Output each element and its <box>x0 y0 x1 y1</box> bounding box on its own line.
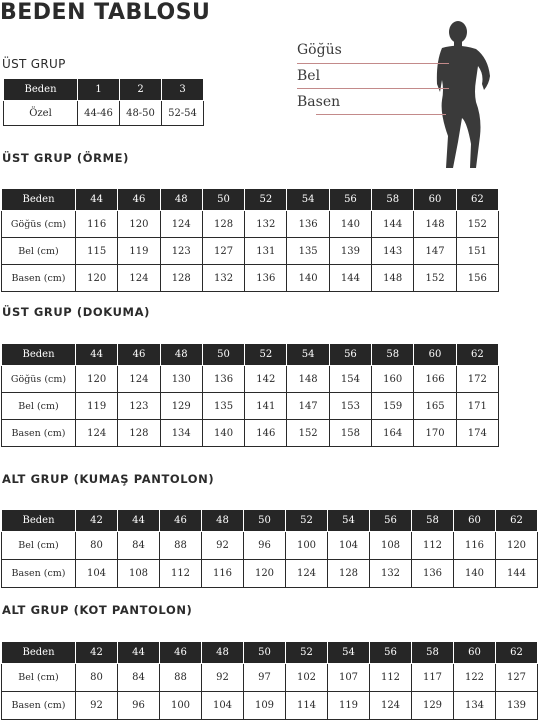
table-cell: 119 <box>118 238 160 265</box>
header-cell: 58 <box>412 510 454 532</box>
header-cell: 58 <box>372 344 414 366</box>
table-cell: 119 <box>76 393 118 420</box>
table-cell: 120 <box>118 211 160 238</box>
figure-label-basen: Basen <box>297 94 341 110</box>
header-cell: 62 <box>496 642 538 664</box>
table-cell: 123 <box>118 393 160 420</box>
table-cell: 124 <box>370 692 412 720</box>
header-row <box>2 344 499 366</box>
row-label: Göğüs (cm) <box>2 211 76 238</box>
body-silhouette-figure <box>290 18 500 173</box>
table-cell: 107 <box>328 664 370 692</box>
table-cell: 128 <box>328 560 370 588</box>
table-cell: 128 <box>118 420 160 447</box>
table-cell: 112 <box>412 532 454 560</box>
header-cell: 56 <box>370 510 412 532</box>
table-cell: 165 <box>414 393 456 420</box>
header-cell: 42 <box>76 510 118 532</box>
figure-label-gogus: Göğüs <box>297 42 342 58</box>
table-cell: 152 <box>456 211 498 238</box>
table-cell: 124 <box>160 211 202 238</box>
table-cell: 92 <box>202 664 244 692</box>
table-cell: 134 <box>160 420 202 447</box>
header-cell: 54 <box>287 344 329 366</box>
table-cell: 144 <box>329 265 371 292</box>
table-cell: 96 <box>118 692 160 720</box>
table-cell: 100 <box>286 532 328 560</box>
size-table <box>1 509 538 588</box>
table-cell: 104 <box>76 560 118 588</box>
table-cell: 140 <box>287 265 329 292</box>
table-cell: 92 <box>76 692 118 720</box>
header-cell: 62 <box>496 510 538 532</box>
table-cell: 102 <box>286 664 328 692</box>
table-cell: 154 <box>329 366 371 393</box>
table-cell: 48-50 <box>120 101 162 126</box>
table-cell: 127 <box>202 238 244 265</box>
table-cell: 52-54 <box>162 101 204 126</box>
header-cell: 44 <box>118 510 160 532</box>
header-cell: 56 <box>329 344 371 366</box>
table-cell: 127 <box>496 664 538 692</box>
table-cell: 116 <box>202 560 244 588</box>
table-cell: 136 <box>202 366 244 393</box>
table-cell: 152 <box>414 265 456 292</box>
table-cell: 140 <box>329 211 371 238</box>
table-cell: 124 <box>76 420 118 447</box>
table-cell: 170 <box>414 420 456 447</box>
header-cell: 60 <box>414 189 456 211</box>
table-cell: 88 <box>160 664 202 692</box>
table-cell: 109 <box>244 692 286 720</box>
table-cell: 44-46 <box>78 101 120 126</box>
table-cell: 124 <box>118 265 160 292</box>
page-title: BEDEN TABLOSU <box>0 0 211 25</box>
row-label: Özel <box>4 101 78 126</box>
table-row <box>2 532 538 560</box>
header-cell: 2 <box>120 79 162 101</box>
table-cell: 97 <box>244 664 286 692</box>
header-cell: 48 <box>160 344 202 366</box>
table-cell: 136 <box>245 265 287 292</box>
header-cell: 54 <box>287 189 329 211</box>
table-cell: 172 <box>456 366 498 393</box>
row-label: Göğüs (cm) <box>2 366 76 393</box>
table-cell: 159 <box>372 393 414 420</box>
header-cell: 58 <box>412 642 454 664</box>
table-cell: 156 <box>456 265 498 292</box>
table-row <box>2 393 499 420</box>
table-cell: 134 <box>454 692 496 720</box>
header-cell: 62 <box>456 344 498 366</box>
header-cell: 50 <box>244 510 286 532</box>
header-cell: 48 <box>202 642 244 664</box>
section-title: ALT GRUP (KOT PANTOLON) <box>2 603 193 617</box>
table-cell: 120 <box>76 366 118 393</box>
size-table <box>1 188 499 292</box>
header-cell: 50 <box>202 344 244 366</box>
header-cell: 60 <box>414 344 456 366</box>
header-cell: 48 <box>202 510 244 532</box>
table-cell: 80 <box>76 664 118 692</box>
table-cell: 140 <box>454 560 496 588</box>
table-cell: 146 <box>245 420 287 447</box>
table-cell: 174 <box>456 420 498 447</box>
table-row <box>4 101 204 126</box>
table-cell: 140 <box>202 420 244 447</box>
section-title-ust-grup: ÜST GRUP <box>2 57 66 71</box>
table-cell: 147 <box>414 238 456 265</box>
header-cell: Beden <box>2 642 76 664</box>
header-row <box>4 79 204 101</box>
table-cell: 139 <box>329 238 371 265</box>
header-cell: 42 <box>76 642 118 664</box>
table-cell: 84 <box>118 664 160 692</box>
row-label: Bel (cm) <box>2 532 76 560</box>
table-row <box>2 238 499 265</box>
header-cell: 46 <box>118 189 160 211</box>
header-cell: Beden <box>2 510 76 532</box>
table-cell: 120 <box>496 532 538 560</box>
table-cell: 122 <box>454 664 496 692</box>
header-cell: 52 <box>245 344 287 366</box>
table-cell: 120 <box>244 560 286 588</box>
table-cell: 132 <box>202 265 244 292</box>
header-cell: 48 <box>160 189 202 211</box>
header-row <box>2 642 538 664</box>
table-cell: 104 <box>202 692 244 720</box>
table-cell: 152 <box>287 420 329 447</box>
table-cell: 144 <box>496 560 538 588</box>
table-cell: 144 <box>372 211 414 238</box>
table-cell: 129 <box>412 692 454 720</box>
header-cell: 50 <box>202 189 244 211</box>
header-row <box>2 189 499 211</box>
header-cell: 3 <box>162 79 204 101</box>
table-cell: 139 <box>496 692 538 720</box>
table-cell: 131 <box>245 238 287 265</box>
table-cell: 104 <box>328 532 370 560</box>
table-cell: 120 <box>76 265 118 292</box>
header-cell: 44 <box>76 344 118 366</box>
header-cell: 46 <box>118 344 160 366</box>
table-row <box>2 211 499 238</box>
table-cell: 153 <box>329 393 371 420</box>
table-cell: 151 <box>456 238 498 265</box>
row-label: Bel (cm) <box>2 393 76 420</box>
table-row <box>2 664 538 692</box>
header-cell: 44 <box>118 642 160 664</box>
header-cell: Beden <box>2 189 76 211</box>
header-cell: 56 <box>329 189 371 211</box>
table-cell: 80 <box>76 532 118 560</box>
header-cell: 44 <box>76 189 118 211</box>
table-cell: 160 <box>372 366 414 393</box>
size-table-ust-grup <box>3 78 204 126</box>
table-cell: 142 <box>245 366 287 393</box>
header-cell: 46 <box>160 510 202 532</box>
table-cell: 112 <box>370 664 412 692</box>
table-cell: 119 <box>328 692 370 720</box>
header-cell: 58 <box>372 189 414 211</box>
table-cell: 130 <box>160 366 202 393</box>
figure-line-gogus <box>297 63 449 64</box>
table-cell: 112 <box>160 560 202 588</box>
table-cell: 92 <box>202 532 244 560</box>
header-row <box>2 510 538 532</box>
row-label: Basen (cm) <box>2 420 76 447</box>
size-table <box>1 343 499 447</box>
header-cell: 56 <box>370 642 412 664</box>
table-cell: 88 <box>160 532 202 560</box>
table-cell: 100 <box>160 692 202 720</box>
size-table <box>1 641 538 720</box>
table-cell: 108 <box>118 560 160 588</box>
table-cell: 148 <box>372 265 414 292</box>
header-cell: 60 <box>454 642 496 664</box>
table-row <box>2 366 499 393</box>
header-cell: 52 <box>286 642 328 664</box>
table-cell: 114 <box>286 692 328 720</box>
header-cell: Beden <box>2 344 76 366</box>
table-cell: 116 <box>76 211 118 238</box>
figure-label-bel: Bel <box>297 68 321 84</box>
table-cell: 129 <box>160 393 202 420</box>
table-cell: 117 <box>412 664 454 692</box>
table-cell: 164 <box>372 420 414 447</box>
table-cell: 147 <box>287 393 329 420</box>
table-cell: 158 <box>329 420 371 447</box>
table-cell: 136 <box>287 211 329 238</box>
table-row <box>2 692 538 720</box>
section-title: ÜST GRUP (DOKUMA) <box>2 305 150 319</box>
table-cell: 96 <box>244 532 286 560</box>
header-cell: 54 <box>328 642 370 664</box>
section-title: ALT GRUP (KUMAŞ PANTOLON) <box>2 472 215 486</box>
table-cell: 124 <box>118 366 160 393</box>
row-label: Bel (cm) <box>2 664 76 692</box>
table-cell: 135 <box>202 393 244 420</box>
table-cell: 115 <box>76 238 118 265</box>
header-cell: 1 <box>78 79 120 101</box>
header-cell: Beden <box>4 79 78 101</box>
table-cell: 148 <box>414 211 456 238</box>
header-cell: 54 <box>328 510 370 532</box>
table-cell: 123 <box>160 238 202 265</box>
table-row <box>2 265 499 292</box>
table-cell: 84 <box>118 532 160 560</box>
table-cell: 108 <box>370 532 412 560</box>
table-cell: 166 <box>414 366 456 393</box>
header-cell: 50 <box>244 642 286 664</box>
table-cell: 128 <box>160 265 202 292</box>
figure-line-bel <box>297 88 449 89</box>
row-label: Bel (cm) <box>2 238 76 265</box>
table-cell: 128 <box>202 211 244 238</box>
header-cell: 52 <box>245 189 287 211</box>
figure-line-basen <box>316 114 446 115</box>
table-cell: 148 <box>287 366 329 393</box>
header-cell: 52 <box>286 510 328 532</box>
header-cell: 60 <box>454 510 496 532</box>
table-cell: 136 <box>412 560 454 588</box>
section-title: ÜST GRUP (ÖRME) <box>2 151 129 165</box>
row-label: Basen (cm) <box>2 560 76 588</box>
table-row <box>2 560 538 588</box>
table-cell: 141 <box>245 393 287 420</box>
header-cell: 46 <box>160 642 202 664</box>
table-cell: 135 <box>287 238 329 265</box>
row-label: Basen (cm) <box>2 265 76 292</box>
table-cell: 124 <box>286 560 328 588</box>
table-cell: 171 <box>456 393 498 420</box>
table-cell: 143 <box>372 238 414 265</box>
table-cell: 132 <box>370 560 412 588</box>
header-cell: 62 <box>456 189 498 211</box>
table-cell: 132 <box>245 211 287 238</box>
table-row <box>2 420 499 447</box>
table-cell: 116 <box>454 532 496 560</box>
row-label: Basen (cm) <box>2 692 76 720</box>
